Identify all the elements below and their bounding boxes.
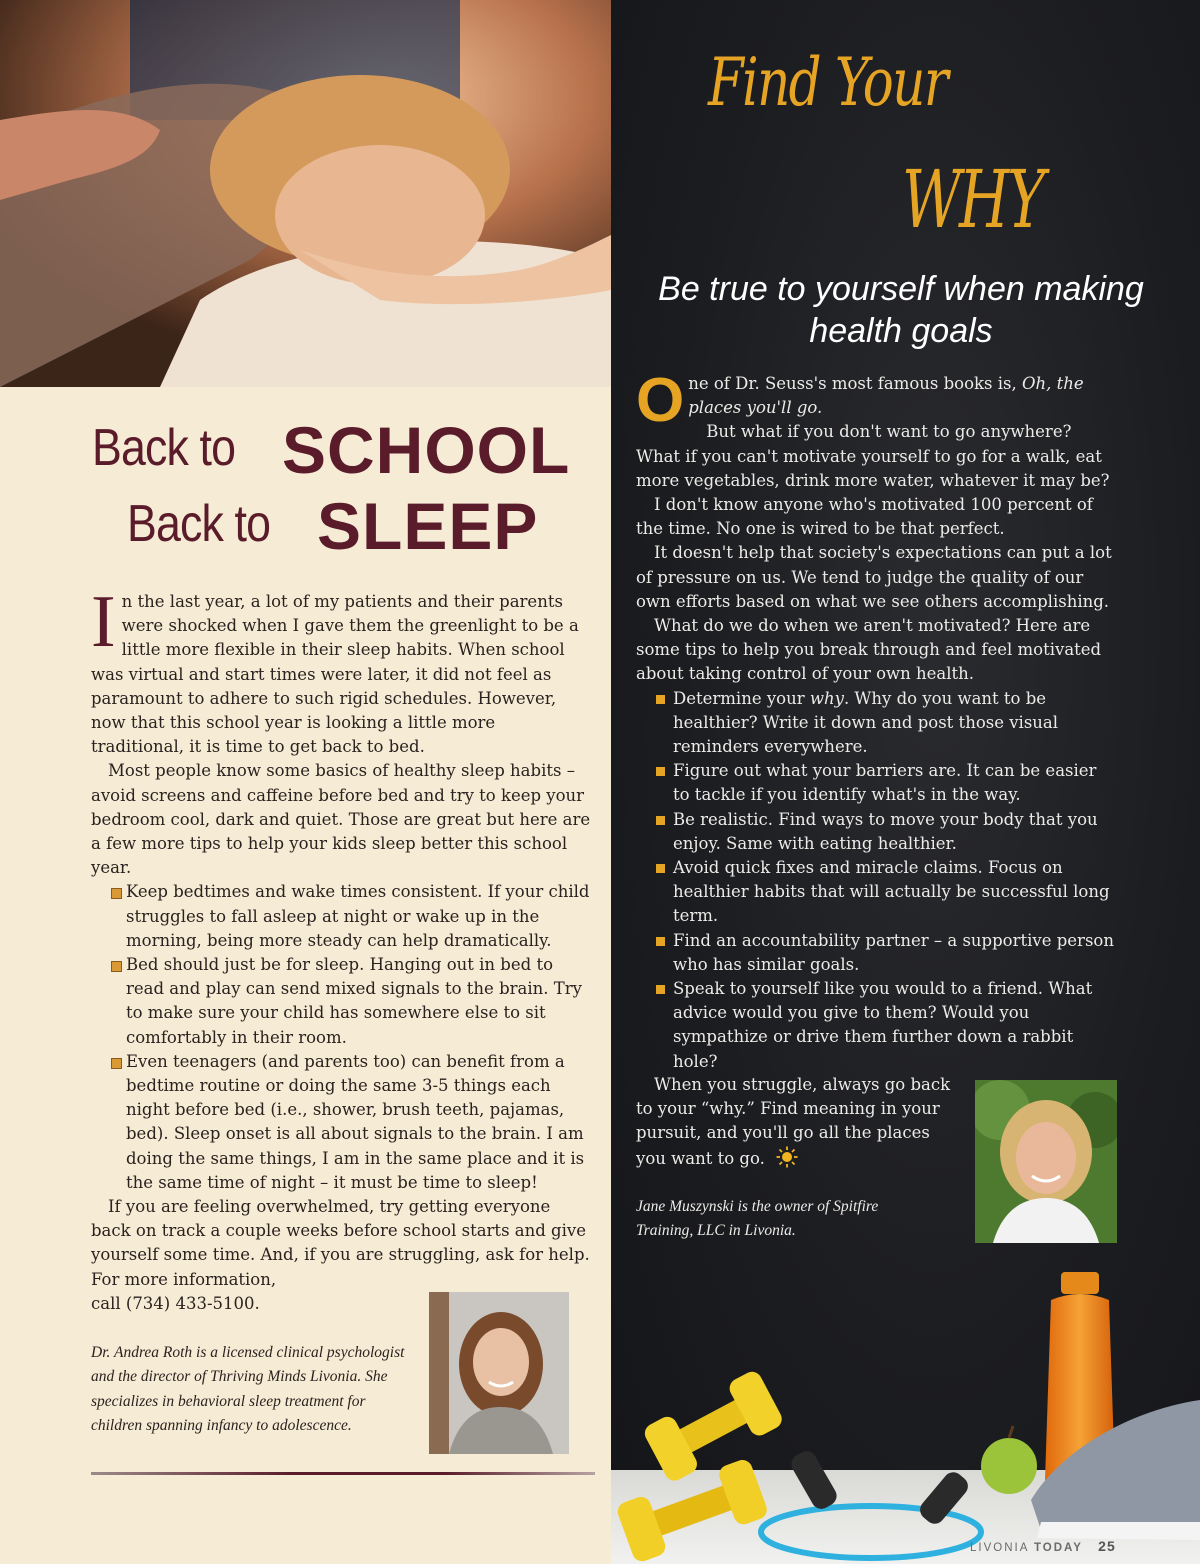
- divider: [91, 1472, 595, 1475]
- why-intro-paragraph: [636, 366, 1114, 435]
- why-paragraph-3: It doesn't help that society's expectations can put a lot of pressure on us. We tend to judge the quality of our own efforts based on what we see others accomplishing.: [636, 543, 1112, 611]
- headline-line-2: [127, 489, 539, 563]
- headline-line1-bold: SCHOOL: [282, 413, 571, 487]
- sleep-dropcap: I: [91, 581, 116, 663]
- tip-1-emphasis: why: [809, 688, 844, 708]
- list-item: Avoid quick fixes and miracle claims. Focus on healthier habits that will actually be successful long term.: [654, 856, 1114, 929]
- jane-author-bio: Jane Muszynski is the owner of Spitfire Training, LLC in Livonia.: [636, 1198, 879, 1240]
- footer-brand-bold: TODAY: [1033, 1542, 1083, 1554]
- list-item: Keep bedtimes and wake times consistent. If your child struggles to fall asleep at night or wake up in the morning, being more steady can help dramatically.: [108, 880, 591, 953]
- sleep-final-text: If you are feeling overwhelmed, try getting everyone back on track a couple weeks before school starts and give yourself some time. And, if you are struggling, ask for help. For more information,: [91, 1197, 590, 1289]
- fitness-illustration: [611, 1260, 1200, 1564]
- motivation-tips-list: [654, 687, 1114, 1074]
- list-item: Figure out what your barriers are. It can be easier to tackle if you identify what's in the way.: [654, 759, 1114, 807]
- why-paragraph-4: What do we do when we aren't motivated? Here are some tips to help you break through and feel motivated about taking control of your own health.: [636, 616, 1102, 684]
- headline-line-1: [92, 413, 571, 487]
- sleep-intro-paragraph: [91, 581, 591, 759]
- headline-line1-thin: Back to: [92, 419, 236, 477]
- why-intro-text: ne of Dr. Seuss's most famous books is,: [688, 374, 1017, 393]
- footer-brand-light: LIVONIA: [970, 1542, 1029, 1554]
- why-paragraph-2: I don't know anyone who's motivated 100 percent of the time. No one is wired to be that perfect.: [636, 495, 1093, 539]
- list-item: Speak to yourself like you would to a friend. What advice would you give to them? Would you sympathize or drive them further down a rabbit hole?: [654, 977, 1114, 1074]
- why-article-body: [636, 366, 1114, 1074]
- why-closing-paragraph: [636, 1073, 956, 1171]
- list-item: [654, 687, 1114, 760]
- sleep-tips-list: [108, 880, 591, 1195]
- andrea-author-bio: Dr. Andrea Roth is a licensed clinical psychologist and the director of Thriving Minds Livonia. She specializes in behavioral sleep treatment for children spanning infancy to adolescence.: [91, 1344, 405, 1435]
- sun-icon: [776, 1146, 798, 1168]
- closing-text: When you struggle, always go back to your “why.” Find meaning in your pursuit, and you'll go all the places you want to go.: [636, 1075, 951, 1168]
- article-subtitle: Be true to yourself when making health goals: [658, 270, 1144, 350]
- andrea-portrait: [429, 1292, 569, 1454]
- page-footer: [970, 1538, 1116, 1554]
- list-item: Bed should just be for sleep. Hanging out in bed to read and play can send mixed signals to the brain. Try to make sure your child has somewhere else to sit comfortably in their room.: [108, 953, 591, 1050]
- book-title: Oh, the places you'll go.: [688, 374, 1084, 418]
- page-number: 25: [1098, 1538, 1116, 1554]
- tip-1-prefix: Determine your: [673, 688, 805, 708]
- list-item: Be realistic. Find ways to move your body that you enjoy. Same with eating healthier.: [654, 808, 1114, 856]
- tip-1-rest: . Why do you want to be healthier? Write it down and post those visual reminders everywhere.: [673, 688, 1059, 757]
- list-item: Find an accountability partner – a supportive person who has similar goals.: [654, 929, 1114, 977]
- why-dropcap: O: [636, 366, 685, 435]
- phone-number: call (734) 433-5100.: [91, 1293, 260, 1313]
- jane-muszynski-headshot: [975, 1080, 1117, 1243]
- sleeping-child-photo: [0, 0, 611, 387]
- andrea-roth-headshot: [429, 1292, 569, 1454]
- fitness-equipment-image: [611, 1260, 1200, 1564]
- sleep-article-body: [91, 581, 591, 1316]
- title-why: WHY: [902, 153, 1043, 246]
- headline-line2-bold: SLEEP: [317, 489, 539, 563]
- jane-portrait: [975, 1080, 1117, 1243]
- headline-line2-thin: Back to: [127, 495, 271, 553]
- sleep-paragraph-2: Most people know some basics of healthy sleep habits – avoid screens and caffeine before bed and try to keep your bedroom cool, dark and quiet. Those are great but here are a few more tips to help your kids sleep better this school year.: [91, 761, 591, 878]
- sleep-intro-text: n the last year, a lot of my patients and their parents were shocked when I gave them the greenlight to be a little more flexible in their sleep habits. When school was virtual and start times were later, it did not feel as paramount to adhere to such rigid schedules. However, now that this school year is looking a little more traditional, it is time to get back to bed.: [91, 592, 579, 757]
- why-paragraph-1: But what if you don't want to go anywhere? What if you can't motivate yourself to go for a walk, eat more vegetables, drink more water, whatever it may be?: [636, 422, 1110, 490]
- list-item: Even teenagers (and parents too) can benefit from a bedtime routine or doing the same 3-5 things each night before bed (i.e., shower, brush teeth, pajamas, bed). Sleep onset is all about signals to the brain. I am doing the same things, I am in the same place and it is the same time of night – it must be time to sleep!: [108, 1050, 591, 1195]
- title-find-your: Find Your: [708, 44, 947, 121]
- sleeping-child-illustration: [0, 0, 611, 387]
